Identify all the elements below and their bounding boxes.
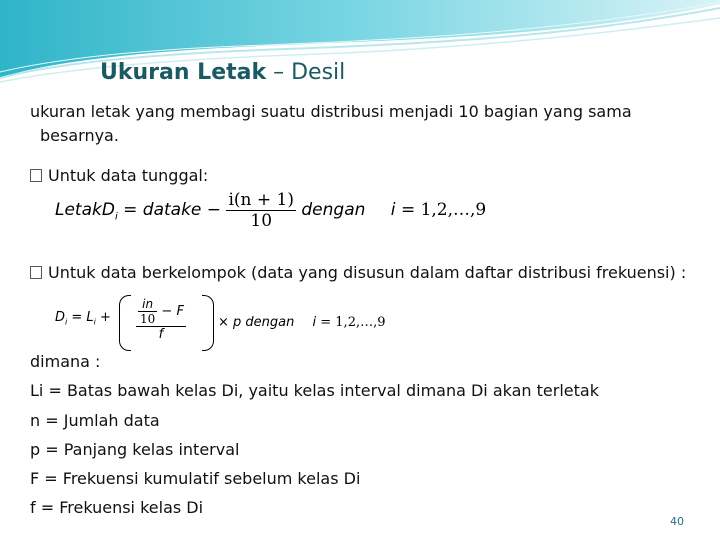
bullet-grouped-data: [30, 262, 686, 284]
formula2-plus: +: [95, 310, 111, 325]
legend-item-li: Li = Batas bawah kelas Di, yaitu kelas interval dimana Di akan terletak: [30, 381, 599, 401]
formula-grouped: [55, 310, 111, 327]
formula2-eq: = L: [67, 310, 94, 325]
formula2-i: i: [312, 315, 317, 330]
intro-text: ukuran letak yang membagi suatu distribusi menjadi 10 bagian yang sama besarnya.: [30, 102, 632, 145]
legend-list: [30, 347, 599, 523]
formula2-over: 10: [140, 312, 156, 326]
legend-heading: dimana :: [30, 352, 101, 371]
legend-item-n: n = Jumlah data: [30, 410, 160, 430]
legend-item-F: F = Frekuensi kumulatif sebelum kelas Di: [30, 469, 361, 489]
formula1-range: = 1,2,…,9: [400, 200, 487, 220]
formula2-f: f: [158, 327, 164, 342]
formula2-sub: i: [65, 317, 68, 327]
title-rest: – Desil: [266, 60, 346, 85]
formula2-range: = 1,2,…,9: [320, 315, 386, 330]
right-paren: [202, 295, 214, 351]
formula1-sub: i: [114, 211, 118, 223]
bullet-box-icon: [30, 169, 42, 182]
formula2-tail: [218, 315, 386, 330]
formula2-lhs: D: [55, 310, 66, 325]
page-number: 40: [670, 515, 684, 528]
formula-single: [55, 190, 486, 231]
legend-item-p: p = Panjang kelas interval: [30, 439, 240, 459]
formula1-numerator: i(n + 1): [228, 190, 294, 210]
formula1-i: i: [390, 200, 396, 220]
formula2-in: in: [138, 297, 157, 312]
slide-title: [100, 60, 345, 85]
formula2-times: × p dengan: [218, 315, 295, 330]
bullet-box-icon: [30, 266, 42, 279]
bullet-single-data: [30, 165, 208, 187]
bullet-single-label: Untuk data tunggal:: [48, 166, 209, 185]
formula1-dengan: dengan: [301, 200, 366, 220]
formula2-sub2: i: [93, 317, 96, 327]
legend-item-f: f = Frekuensi kelas Di: [30, 498, 204, 518]
title-bold: Ukuran Letak: [100, 60, 267, 85]
formula1-eq: = datake −: [117, 200, 222, 220]
bullet-grouped-label: Untuk data berkelompok (data yang disusun dalam daftar distribusi frekuensi) :: [48, 263, 687, 282]
formula1-denominator: 10: [250, 211, 273, 231]
formula2-minusF: − F: [157, 304, 184, 319]
formula2-fraction: [136, 297, 186, 342]
left-paren: [119, 295, 131, 351]
formula1-fraction: [226, 190, 296, 231]
formula1-lhs: LetakD: [55, 200, 115, 220]
